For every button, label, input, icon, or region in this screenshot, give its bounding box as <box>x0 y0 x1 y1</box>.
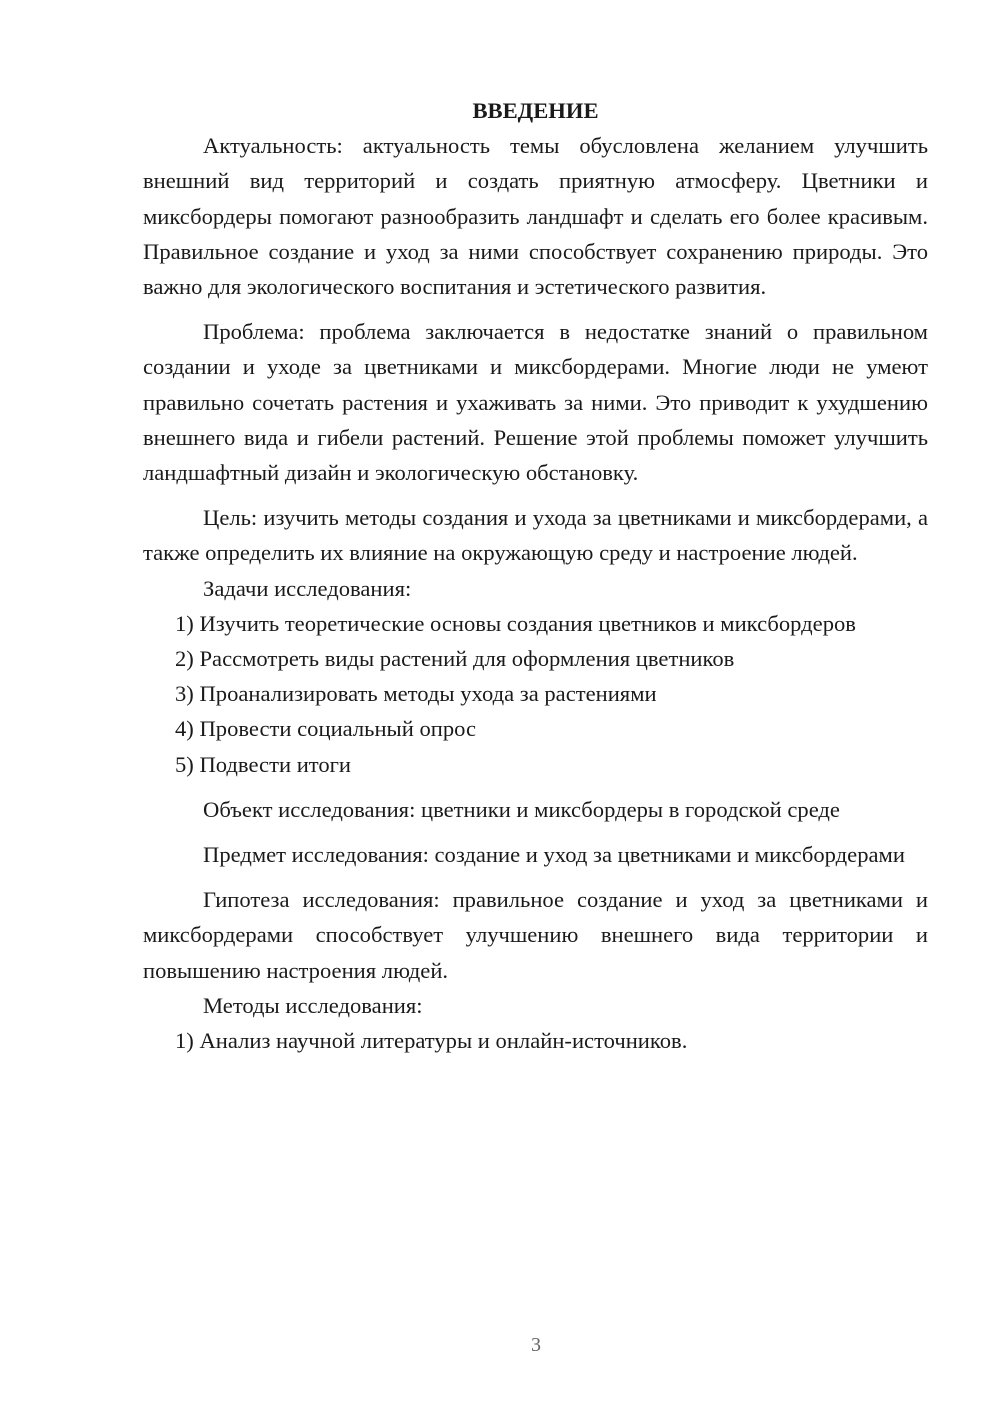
tasks-heading: Задачи исследования: <box>203 575 412 601</box>
document-page <box>143 93 928 1058</box>
task-item: 5) Подвести итоги <box>175 751 352 777</box>
task-item: 2) Рассмотреть виды растений для оформления цветников <box>175 646 735 672</box>
page-number: 3 <box>531 1334 541 1356</box>
task-item: 4) Провести социальный опрос <box>175 716 477 742</box>
methods-heading: Методы исследования: <box>203 992 423 1018</box>
task-item: 1) Изучить теоретические основы создания цветников и миксбордеров <box>175 610 856 636</box>
problem-paragraph: Проблема: проблема заключается в недостатке знаний о правильном создании и уходе за цветниками и миксбордерами. Многие люди не умеют правильно сочетать растения и ухаживать за ними. Это приводит к ухудшению внешнего вида и гибели растений. Решение этой проблемы поможет улучшить ландшафтный дизайн и экологическую обстановку. <box>143 319 928 486</box>
object-paragraph: Объект исследования: цветники и миксбордеры в городской среде <box>203 796 840 822</box>
goal-paragraph: Цель: изучить методы создания и ухода за цветниками и миксбордерами, а также определить их влияние на окружающую среду и настроение людей. <box>143 505 928 566</box>
method-item: 1) Анализ научной литературы и онлайн-источников. <box>175 1028 688 1054</box>
section-title: ВВЕДЕНИЕ <box>472 98 599 123</box>
task-item: 3) Проанализировать методы ухода за растениями <box>175 681 657 707</box>
relevance-paragraph: Актуальность: актуальность темы обусловлена желанием улучшить внешний вид территорий и создать приятную атмосферу. Цветники и миксбордеры помогают разнообразить ландшафт и сделать его более красивым. Правильное создание и уход за ними способствует сохранению природы. Это важно для экологического воспитания и эстетического развития. <box>143 133 928 300</box>
hypothesis-paragraph: Гипотеза исследования: правильное создание и уход за цветниками и миксбордерами способствует улучшению внешнего вида территории и повышению настроения людей. <box>143 887 928 983</box>
subject-paragraph: Предмет исследования: создание и уход за цветниками и миксбордерами <box>203 842 905 868</box>
